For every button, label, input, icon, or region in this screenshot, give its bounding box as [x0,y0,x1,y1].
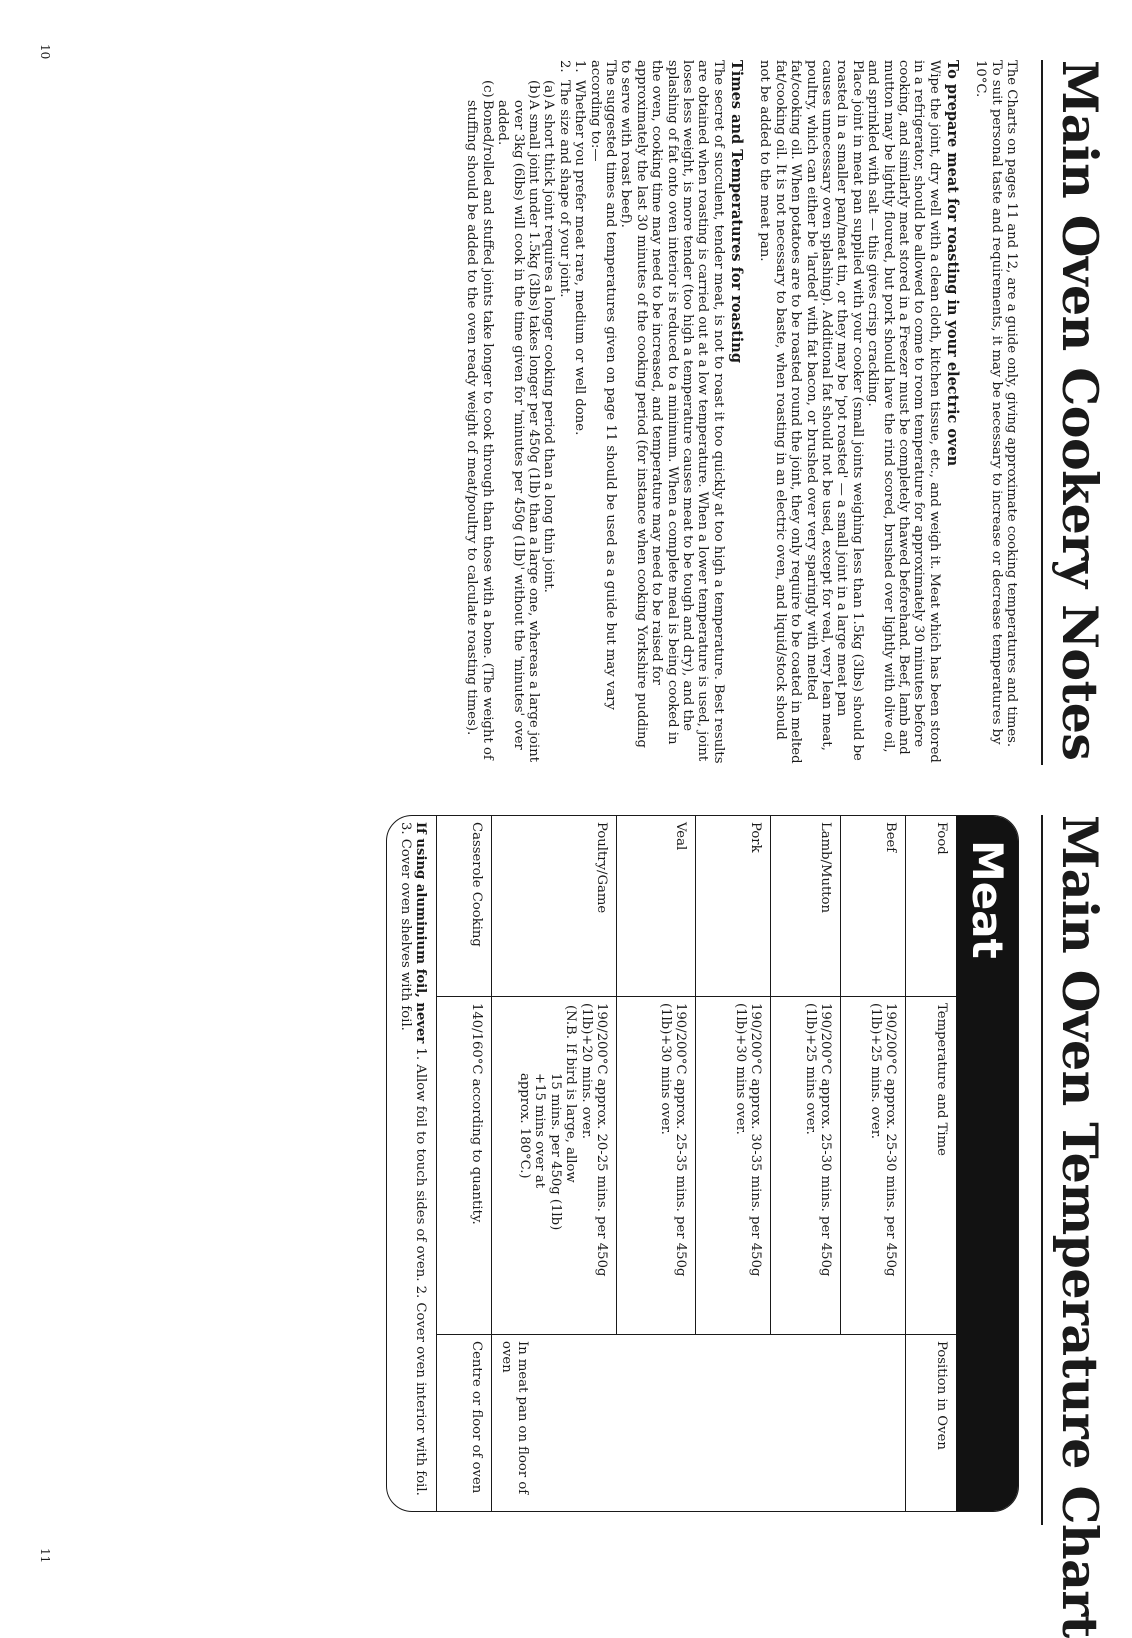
poultry-nb-line: (N.B. If bird is large, allow [563,1005,579,1183]
meat-chart [386,815,1019,1512]
prepare-paragraph-2: Place joint in meat pan supplied with your cooker (small joints weighing less than 1.5kg (3lbs) should be roasted in a smaller pan/meat tin, or they may be 'pot roasted' — a small joint in a large meat pan causes unnecessary oven splashing). Additional fat should not be used, except for veal, very lean meat, poultry, which can either be 'larded' with fat bacon, or brushed over very sparingly with melted fat/cooking oil. When potatoes are to be roasted round the joint, they only require to be coated in melted fat/cooking oil. It is not necessary to baste, when roasting in an electric oven, and liquid/stock should not be added to the meat pan. [757,60,865,764]
sub-list-item [464,60,495,765]
title-rule [1041,815,1043,1525]
list-number: 1. [572,60,588,73]
food-cell: Poultry/Game [492,816,617,997]
times-paragraph-1: The secret of succulent, tender meat, is not to roast it too quickly at too high a temperature. Best results are obtained when roasting is carried out at a low temperature. When a lower temperature is used, joint loses less weight, is more tender (too high a temperature causes meat to be tough and dry), and the splashing of fat onto oven interior is reduced to a minimum. When a complete meal is being cooked in the oven, cooking time may need to be increased, and temperature may need to be raised for approximately the last 30 minutes of the cooking period (for instance when cooking Yorkshire pudding to serve with roast beef). [618,60,726,764]
temp-cell: 190/200°C approx. 25-30 mins. per 450g (1lb)+25 mins over. [771,997,841,1335]
temp-cell: 190/200°C approx. 30-35 mins. per 450g (1lb)+30 mins over. [696,997,771,1335]
page-number-right: 11 [38,1548,52,1564]
list-item [572,60,587,765]
list-number: 2. [556,60,572,73]
position-cell: Centre or floor of oven [437,1335,492,1512]
food-cell: Veal [617,816,696,997]
intro-paragraph: The Charts on pages 11 and 12, are a guide only, giving approximate cooking temperatures and times. To suit personal taste and requirements, it may be necessary to increase or decrease temperatures by 10°C. [973,60,1019,748]
temperature-chart-page [386,815,1109,1638]
meat-band [956,816,1018,1511]
poultry-temp: 190/200°C approx. 20-25 mins. per 450g (1lb)+20 mins. over. [578,1003,609,1277]
sub-text: Boned/rolled and stuffed joints take longer to cook through than those with a bone. (The weight of stuffing should be added to the oven ready weight of meat/poultry to calculate roasting times). [464,100,495,760]
section-heading-times: Times and Temperatures for roasting [727,60,745,363]
temp-cell [492,997,617,1335]
poultry-nb-line: +15 mins over at [532,1073,548,1189]
chart-page-title: Main Oven Temperature Chart [1051,815,1109,1638]
header-position: Position in Oven [906,1335,957,1512]
poultry-nb-line: approx. 180°C.) [516,1073,532,1179]
foil-warning [387,816,437,1511]
temp-cell: 140/160°C according to quantity. [437,997,492,1335]
sub-label: (c) [479,80,495,98]
poultry-nb-line: 15 mins. per 450g (1lb) [547,1073,563,1231]
list-text: The size and shape of your joint. [556,80,572,298]
meat-band-label: Meat [963,840,1012,959]
title-rule [1041,60,1043,765]
times-paragraph-2: The suggested times and temperatures given on page 11 should be used as a guide but may vary according to:— [587,60,619,710]
cookery-notes-page [464,60,1109,765]
position-cell: In meat pan on floor of oven [492,1335,906,1512]
page-title: Main Oven Cookery Notes [1051,60,1109,761]
temp-cell: 190/200°C approx. 25-35 mins. per 450g (1lb)+30 mins over. [617,997,696,1335]
sub-text: A small joint under 1.5kg (3lbs) takes longer per 450g (1lb) than a large one, whereas a large joint over 3kg (6lbs) will cook in the time given for 'minutes per 450g (1lb)' without the 'minutes' over added. [495,100,542,762]
page-number-left: 10 [38,44,52,60]
food-cell: Lamb/Mutton [771,816,841,997]
section-heading-prepare: To prepare meat for roasting in your electric oven [943,60,961,467]
header-temp: Temperature and Time [906,997,957,1335]
meat-table [437,816,956,1511]
sub-text: A short thick joint requires a longer cooking period than a long thin joint. [541,100,557,593]
sub-label: (b) [526,80,542,99]
list-text: Whether you prefer meat rare, medium or well done. [572,80,588,436]
food-cell: Casserole Cooking [437,816,492,997]
prepare-paragraph-1: Wipe the joint, dry well with a clean cloth, kitchen tissue, etc., and weigh it. Meat which has been stored in a refrigerator, should be allowed to come to room temperature for approximately 30 minutes before cooking, and similarly meat stored in a Freezer must be completely thawed beforehand. Beef, lamb and mutton may be lightly floured, but pork should have the rind scored, brushed over lightly with olive oil, and sprinkled with salt — this gives crisp crackling. [865,60,942,763]
sub-list-item [541,60,556,765]
sub-list-item [495,60,541,765]
header-food: Food [934,822,949,855]
sub-label: (a) [541,80,557,99]
foil-warning-text: 1. Allow foil to touch sides of oven. 2. Cover oven interior with foil. 3. Cover oven shelves with foil. [397,822,428,1496]
table-row [841,816,906,1511]
foil-warning-bold: If using aluminium foil, never [413,822,428,1044]
food-cell: Pork [696,816,771,997]
table-row [437,816,492,1511]
table-header-row [906,816,957,1511]
food-cell: Beef [841,816,906,997]
list-item [556,60,571,765]
temp-cell: 190/200°C approx. 25-30 mins. per 450g (1lb)+25 mins. over. [841,997,906,1335]
